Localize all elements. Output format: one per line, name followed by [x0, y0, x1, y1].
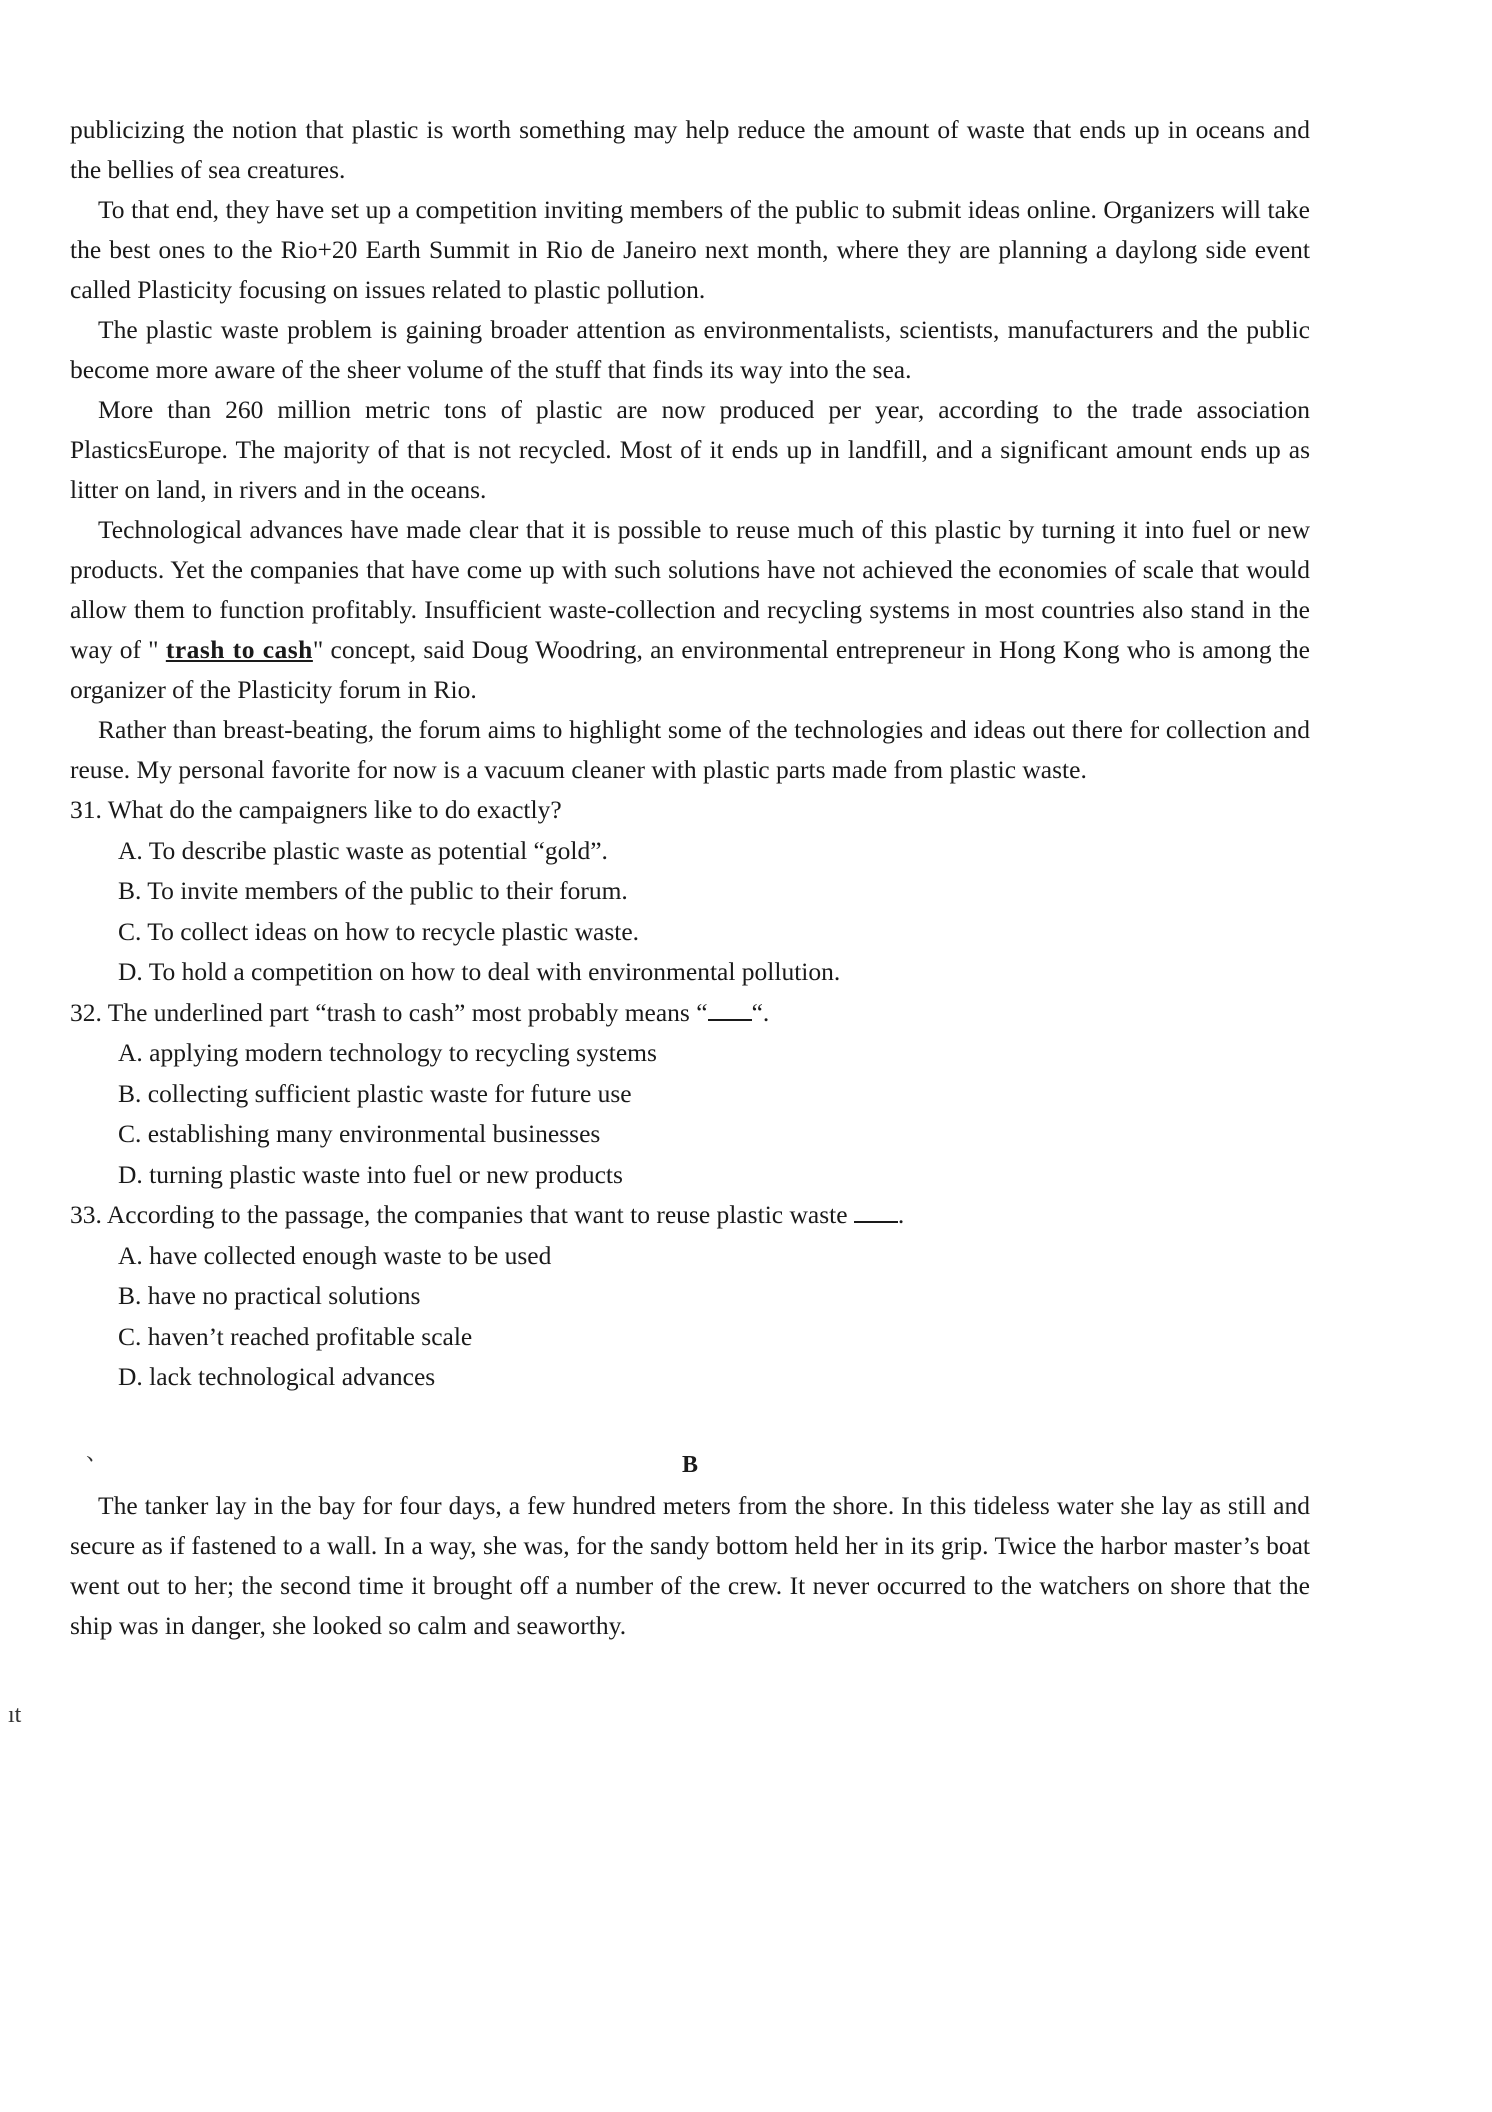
- passage-a-paragraph-2: To that end, they have set up a competition inviting members of the public to submit ideas online. Organizers will take the best ones to the Rio+20 Earth Summit in Rio de Janeiro next month, where they are planning a daylong side event called Plasticity focusing on issues related to plastic pollution.: [70, 195, 1310, 304]
- question-31: [70, 790, 1310, 993]
- answer-blank: [708, 997, 752, 1021]
- passage-b-paragraph-1: The tanker lay in the bay for four days, a few hundred meters from the shore. In this tideless water she lay as still and secure as if fastened to a wall. In a way, she was, for the sandy bottom held her in its grip. Twice the harbor master’s boat went out to her; the second time it brought off a number of the crew. It never occurred to the watchers on shore that the ship was in danger, she looked so calm and seaworthy.: [70, 1490, 1310, 1640]
- option-c: C. To collect ideas on how to recycle plastic waste.: [118, 916, 640, 946]
- option-d: D. To hold a competition on how to deal with environmental pollution.: [118, 957, 841, 986]
- document-page: [70, 110, 1310, 1646]
- question-stem-text: 32. The underlined part “trash to cash” most probably means “: [70, 997, 708, 1027]
- margin-mark: ıt: [8, 1702, 22, 1728]
- margin-tick-mark: 、: [86, 1440, 109, 1465]
- question-stem: [70, 993, 1310, 1034]
- question-stem-text: 33. According to the passage, the companies that want to reuse plastic waste: [70, 1200, 854, 1229]
- option-d: D. lack technological advances: [118, 1362, 436, 1391]
- option-b: B. collecting sufficient plastic waste for future use: [118, 1078, 632, 1108]
- passage-a-paragraph-3: The plastic waste problem is gaining broader attention as environmentalists, scientists, manufacturers and the public become more aware of the sheer volume of the stuff that finds its way into the sea.: [70, 315, 1310, 384]
- passage-a-paragraph-4: More than 260 million metric tons of plastic are now produced per year, according to the trade association PlasticsEurope. The majority of that is not recycled. Most of it ends up in landfill, and a significant amount ends up as litter on land, in rivers and in the oceans.: [70, 395, 1310, 504]
- question-33: [70, 1195, 1310, 1398]
- question-stem: [70, 1195, 1310, 1236]
- underlined-phrase: trash to cash: [165, 635, 313, 664]
- section-letter: B: [681, 1451, 698, 1478]
- question-stem-end: “.: [751, 997, 770, 1027]
- option-a: A. applying modern technology to recycling systems: [118, 1038, 657, 1067]
- question-32: [70, 993, 1310, 1196]
- option-a: A. have collected enough waste to be used: [118, 1240, 552, 1270]
- paragraph-5-text-end: " concept, said Doug Woodring, an environmental entrepreneur in Hong Kong who is among the organizer of the Plasticity forum in Rio.: [70, 635, 1310, 704]
- question-stem: 31. What do the campaigners like to do exactly?: [70, 795, 562, 824]
- option-c: C. establishing many environmental businesses: [118, 1119, 601, 1148]
- option-c: C. haven’t reached profitable scale: [118, 1321, 473, 1351]
- passage-a-paragraph-6: Rather than breast-beating, the forum aims to highlight some of the technologies and ideas out there for collection and reuse. My personal favorite for now is a vacuum cleaner with plastic parts made from plastic waste.: [70, 715, 1310, 784]
- passage-a-paragraph-1: publicizing the notion that plastic is worth something may help reduce the amount of waste that ends up in oceans and the bellies of sea creatures.: [70, 115, 1310, 184]
- option-a: A. To describe plastic waste as potential “gold”.: [118, 835, 608, 865]
- option-b: B. To invite members of the public to their forum.: [118, 876, 628, 905]
- question-stem-end: .: [897, 1200, 905, 1229]
- passage-a-paragraph-5: [70, 510, 1310, 710]
- answer-blank: [854, 1199, 898, 1223]
- option-d: D. turning plastic waste into fuel or new products: [118, 1159, 623, 1189]
- paragraph-5-text-start: Technological advances have made clear that it is possible to reuse much of this plastic by turning it into fuel or new products. Yet the companies that have come up with such solutions have not achieved the economies of scale that would allow them to function profitably. Insufficient waste-collection and recycling systems in most countries also stand in the way of ": [70, 515, 1310, 664]
- option-b: B. have no practical solutions: [118, 1281, 421, 1310]
